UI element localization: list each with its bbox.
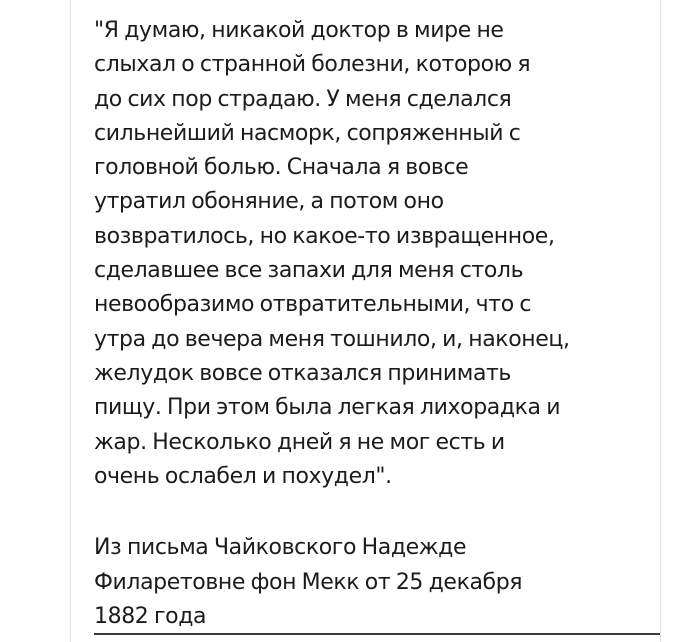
quote-line: желудок вовсе отказался принимать [94,360,512,386]
quote-line: невообразимо отвратительными, что с [94,292,532,318]
quote-block [94,14,649,494]
quote-line: возвратилось, но какое-то извращенное, [94,223,555,249]
right-border [660,0,661,642]
quote-line: до сих пор страдаю. У меня сделался [94,86,512,112]
quote-line: пищу. При этом была легкая лихорадка и [94,395,561,421]
quote-line: очень ослабел и похудел". [94,463,392,489]
bottom-divider [94,633,660,635]
quote-line: сделавшее все запахи для меня столь [94,258,524,284]
quote-line: утратил обоняние, а потом оно [94,189,444,215]
left-border [70,0,71,642]
source-line: Филаретовне фон Мекк от 25 декабря [94,569,523,595]
source-attribution [94,531,649,635]
source-line: Из письма Чайковского Надежде [94,535,467,561]
quote-line: сильнейший насморк, сопряженный с [94,120,521,146]
quote-line: "Я думаю, никакой доктор в мире не [94,18,504,43]
quote-line: слыхал о странной болезни, которою я [94,52,531,78]
quote-line: утра до вечера меня тошнило, и, наконец, [94,326,570,352]
source-line: 1882 года [94,604,207,630]
quote-line: головной болью. Сначала я вовсе [94,155,469,181]
quote-line: жар. Несколько дней я не мог есть и [94,429,505,455]
post-text [94,14,649,635]
